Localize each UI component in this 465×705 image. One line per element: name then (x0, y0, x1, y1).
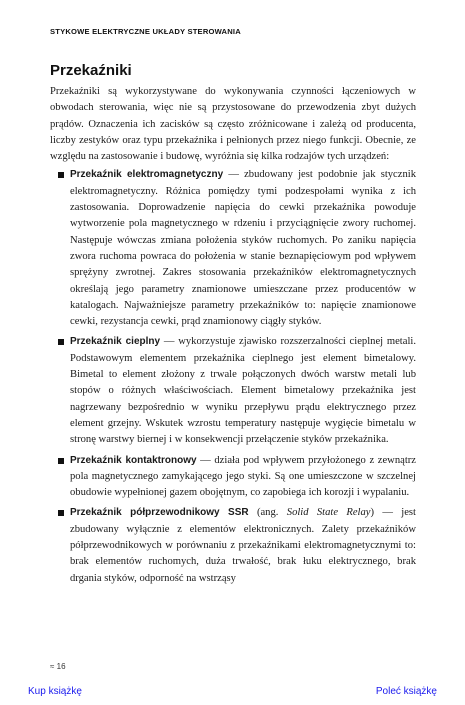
bullet-square-icon (58, 510, 64, 516)
list-item-text: — zbudowany jest podobnie jak stycznik elektromagnetyczny. Różnica pomiędzy tymi podzespołami wynika z ich zastosowania. Doprowadzenie napięcia do cewki przekaźnika powoduje wytworzenie pola magnetycznego w rdzeniu i przyciągnięcie zwory ruchomej. Następuje wówczas zmiana położenia styków ruchomych. Po zaniku napięcia zwora ruchoma powraca do położenia w stanie beznapięciowym pod wpływem sprężyny zwrotnej. Zakres stosowania przekaźników elektromagnetycznych określają jego parametry znamionowe umieszczane przez producentów w katalogach. Najważniejsze parametry przekaźników to: napięcie znamionowe cewki, rezystancja cewki, prąd znamionowy ciągły styków. (70, 169, 416, 328)
list-item-term: Przekaźnik elektromagnetyczny (70, 169, 224, 181)
list-item-italic: Solid State Relay (286, 507, 371, 519)
section-title: Przekaźniki (50, 62, 132, 79)
list-item-term: Przekaźnik cieplny (70, 336, 161, 348)
page-number-value: 16 (56, 662, 66, 671)
list-item-text: ) — jest zbudowany wyłącznie z elementów elektronicznych. Zalety przekaźników półprzewodnikowych w porównaniu z przekaźnikami elektromagnetycznymi to: brak elementów ruchomych, duża trwałość, brak łuku elektrycznego, brak drgania styków, odporność na wstrząsy (70, 507, 416, 584)
recommend-book-link[interactable]: Poleć książkę (375, 686, 437, 697)
list-item-term: Przekaźnik półprzewodnikowy SSR (70, 507, 249, 519)
list-item-text: — działa pod wpływem przyłożonego z zewnątrz pola magnetycznego zamykającego jego styki. Są one umieszczone w szczelnej obudowie wypełnionej gazem obojętnym, co zapobiega ich korozji i wypalaniu. (70, 454, 416, 499)
bullet-square-icon (58, 458, 64, 464)
list-item (50, 334, 416, 448)
list-item (50, 505, 416, 586)
list-item (50, 167, 416, 330)
list-item (50, 453, 416, 502)
running-header: STYKOWE ELEKTRYCZNE UKŁADY STEROWANIA (50, 27, 241, 36)
list-item-text: — wykorzystuje zjawisko rozszerzalności cieplnej metali. Podstawowym elementem przekaźnika cieplnego jest element bimetalowy. Bimetal to element złożony z trwale połączonych dwóch warstw metali lub stopów o różnych właściwościach. Element bimetalowy przekaźnika jest nagrzewany bezpośrednio w wyniku przepływu prądu elektrycznego przez element grzejny. Wskutek wzrostu temperatury następuje wygięcie bimetalu w stronę warstwy biernej i w konsekwencji przełączenie styków przekaźnika. (70, 336, 416, 446)
intro-paragraph: Przekaźniki są wykorzystywane do wykonywania czynności łączeniowych w obwodach sterowania, więc nie są przystosowane do przewodzenia zbyt dużych prądów. Oznaczenia ich zacisków są często zróżnicowane i zależą od producenta, liczby zestyków oraz typu przekaźnika i pełnionych przez niego funkcji. Obecnie, ze względu na zastosowanie i budowę, wyróżnia się kilka rodzajów tych urządzeń: (50, 86, 416, 163)
buy-book-link[interactable]: Kup książkę (28, 686, 82, 697)
list-item-text-prefix: (ang. (248, 507, 287, 519)
bullet-square-icon (58, 172, 64, 178)
list-item-term: Przekaźnik kontaktronowy (70, 454, 197, 466)
bullet-square-icon (58, 339, 64, 345)
relay-types-list (50, 167, 416, 586)
body-text (50, 84, 416, 591)
page-number: ≈ 16 (50, 662, 66, 671)
